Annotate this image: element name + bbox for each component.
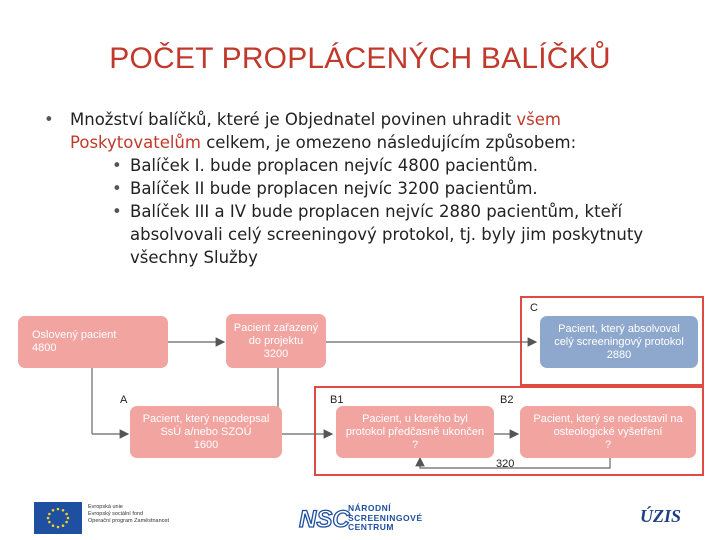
uzis-logo: ÚZIS	[640, 506, 682, 526]
eu-text	[88, 504, 169, 525]
box-nedostavil	[520, 406, 696, 458]
eu-line: Evropská unie	[88, 504, 123, 510]
arrow-320-return	[420, 458, 610, 468]
bullet-icon: •	[44, 110, 54, 129]
nsc-text	[348, 504, 423, 533]
box-oslovany-pacient	[18, 316, 168, 368]
list-item	[44, 154, 684, 177]
nsc-line: SCREENINGOVÉ	[348, 512, 423, 523]
bullet-icon: •	[112, 179, 122, 198]
list-item	[44, 177, 684, 200]
list-item-text: Balíček II bude proplacen nejvíc 3200 pacientům.	[130, 179, 538, 198]
box-ukonceno	[336, 406, 494, 458]
box-absolvoval	[540, 316, 698, 368]
box-nepodepsal	[130, 406, 282, 458]
bullet-icon: •	[112, 202, 122, 221]
intro-part1: Množství balíčků, které je Objednatel povinen uhradit	[70, 110, 517, 129]
label-320: 320	[496, 458, 515, 470]
label-a: A	[120, 394, 128, 406]
label-b1: B1	[330, 394, 344, 406]
intro-paragraph	[44, 108, 684, 154]
nsc-logo-text: NSC	[299, 506, 350, 533]
list-item-text: Balíček III a IV bude proplacen nejvíc 2880 pacientům, kteří absolvovali celý screeningový protokol, tj. byly jim poskytnuty všechny Služby	[130, 202, 644, 267]
box-line: Pacient zařazený do projektu 3200	[233, 321, 319, 360]
nsc-line: CENTRUM	[348, 522, 394, 532]
box-zarazeny-pacient	[226, 314, 326, 368]
eu-flag-icon	[34, 502, 82, 534]
footer	[0, 496, 720, 540]
box-line: Pacient, který se nedostavil na osteologické vyšetření ?	[533, 412, 683, 451]
label-c: C	[530, 302, 538, 314]
label-b2: B2	[500, 394, 514, 406]
flow-diagram	[0, 294, 720, 494]
eu-line: Operační program Zaměstnanost	[88, 518, 170, 524]
intro-highlight: všem Poskytovatelům	[70, 110, 561, 152]
intro-part2: celkem, je omezeno následujícím způsobem:	[200, 133, 577, 152]
list-item-clip	[130, 200, 684, 267]
eu-line: Evropský sociální fond	[88, 511, 144, 517]
box-line: Pacient, u kterého byl protokol předčasně ukončen ?	[345, 412, 485, 451]
list-item	[44, 200, 684, 267]
nsc-line: NÁRODNÍ	[348, 503, 392, 513]
list-item-text: Balíček I. bude proplacen nejvíc 4800 pacientům.	[130, 156, 539, 175]
nsc-logo-icon	[298, 500, 350, 534]
box-line: Oslovený pacient 4800	[32, 329, 117, 354]
body-text	[44, 108, 684, 267]
box-line: Pacient, který nepodepsal SsÚ a/nebo SZOÚ 1600	[142, 412, 270, 451]
bullet-icon: •	[112, 156, 122, 175]
page-title: POČET PROPLÁCENÝCH BALÍČKŮ	[109, 42, 611, 75]
box-line: Pacient, který absolvoval celý screeningový protokol 2880	[554, 322, 684, 361]
